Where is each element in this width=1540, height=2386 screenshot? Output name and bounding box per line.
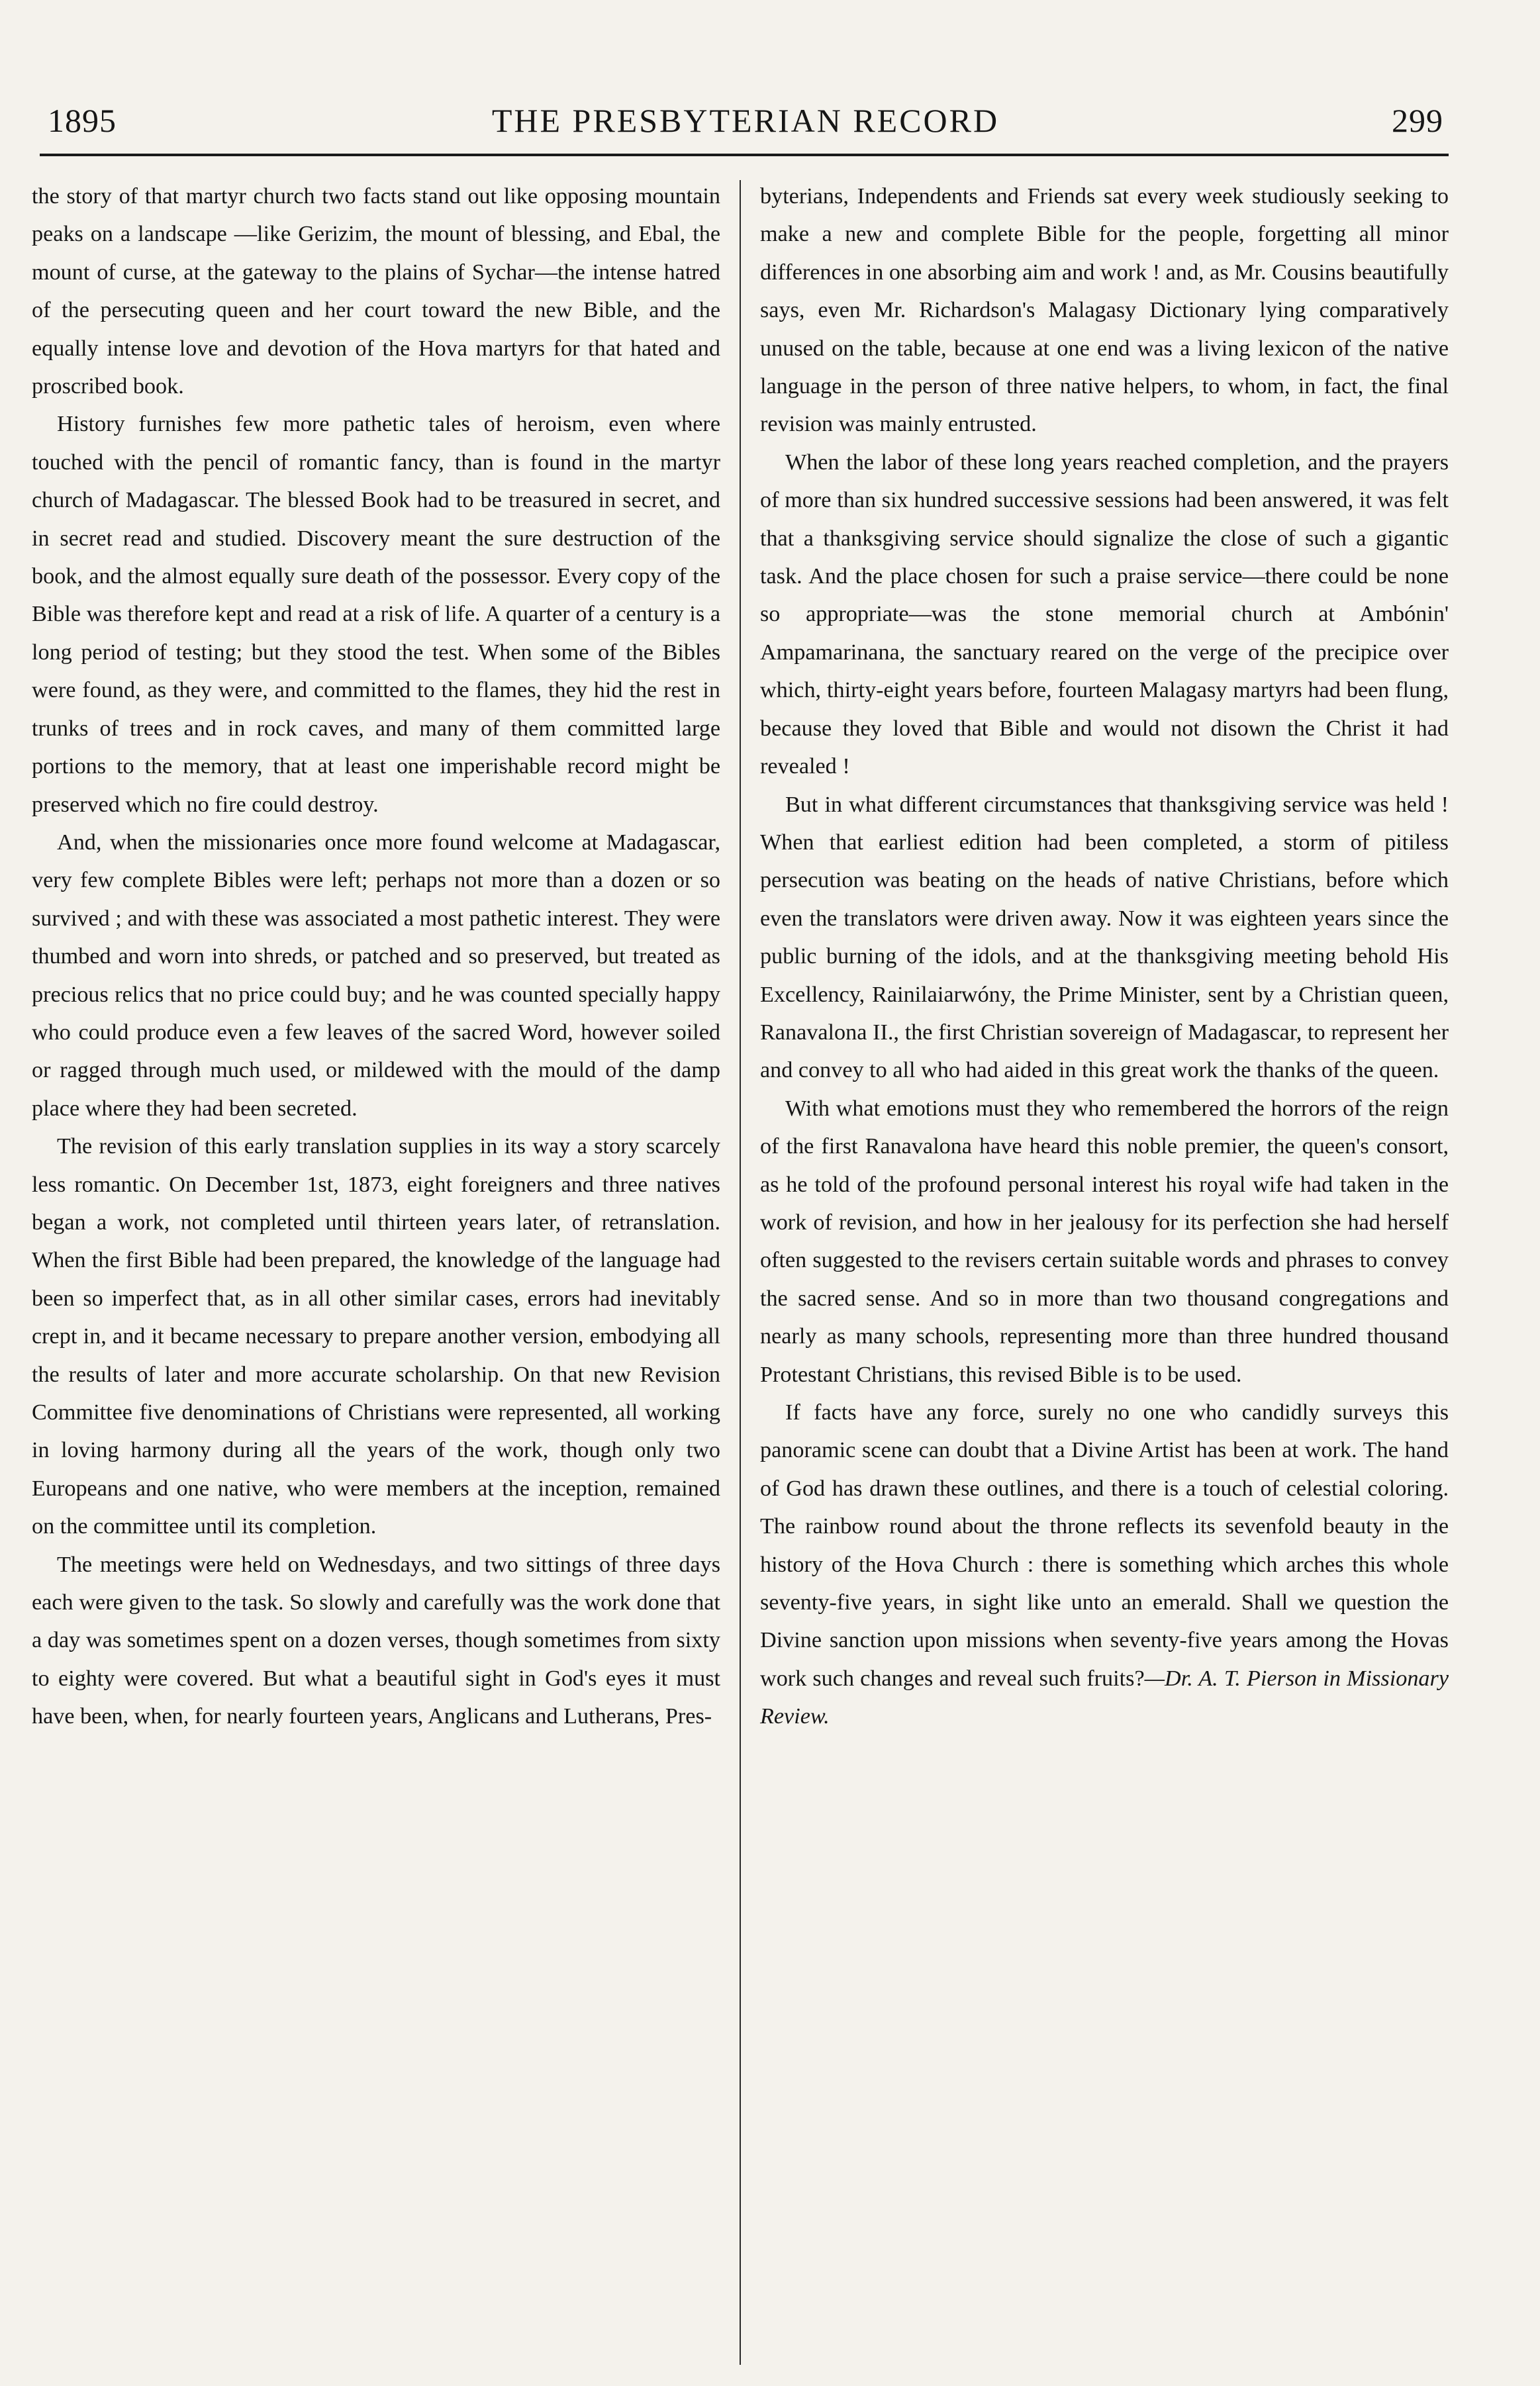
paragraph: With what emotions must they who remembered the horrors of the reign of the first Ranavalona have heard this noble premier, the queen's consort, as he told of the profound personal interest his royal wife had taken in the work of revision, and how in her jealousy for its perfection she had herself often suggested to the revisers certain suitable words and phrases to convey the sacred sense. And so in more than two thousand congregations and nearly as many schools, representing more than three hundred thousand Protestant Christians, this revised Bible is to be used. xyxy=(760,1096,1449,1387)
paragraph: byterians, Independents and Friends sat every week studiously seeking to make a new and complete Bible for the people, forgetting all minor differences in one absorbing aim and work ! and, as Mr. Cousins beautifully says, even Mr. Richardson's Malagasy Dictionary lying comparatively unused on the table, because at one end was a living lexicon of the native language in the person of three native helpers, to whom, in fact, the final revision was mainly entrusted. xyxy=(760,184,1449,437)
paragraph: When the labor of these long years reached completion, and the prayers of more than six hundred successive sessions had been answered, it was felt that a thanksgiving service should signalize the close of such a gigantic task. And the place chosen for such a praise service—there could be none so appropriate—was the stone memorial church at Ambónin' Ampamarinana, the sanctuary reared on the verge of the precipice over which, thirty-eight years before, fourteen Malagasy martyrs had been flung, because they loved that Bible and would not disown the Christ it had revealed ! xyxy=(760,450,1449,779)
paragraph: the story of that martyr church two facts stand out like opposing mountain peaks on a landscape —like Gerizim, the mount of blessing, and Ebal, the mount of curse, at the gateway to the plains of Sychar—the intense hatred of the persecuting queen and her court toward the new Bible, and the equally intense love and devotion of the Hova martyrs for that hated and proscribed book. xyxy=(32,184,720,399)
running-header xyxy=(48,94,1443,147)
paragraph: History furnishes few more pathetic tales of heroism, even where touched with the pencil of romantic fancy, than is found in the martyr church of Madagascar. The blessed Book had to be treasured in secret, and in secret read and studied. Discovery meant the sure destruction of the book, and the almost equally sure death of the possessor. Every copy of the Bible was therefore kept and read at a risk of life. A quarter of a century is a long period of testing; but they stood the test. When some of the Bibles were found, as they were, and committed to the flames, they hid the rest in trunks of trees and in rock caves, and many of them committed large portions to the memory, that at least one imperishable record might be preserved which no fire could destroy. xyxy=(32,412,720,817)
header-year: 1895 xyxy=(48,102,117,139)
column-divider xyxy=(740,180,741,2365)
page-number: 299 xyxy=(1392,102,1443,139)
left-column xyxy=(32,177,720,1736)
right-column xyxy=(760,177,1449,1736)
source-attribution: —Dr. A. T. Pierson in Missionary Review. xyxy=(760,1666,1449,1729)
paragraph: The revision of this early translation supplies in its way a story scarcely less romantic. On December 1st, 1873, eight foreigners and three natives began a work, not completed until thirteen years later, of retranslation. When the first Bible had been prepared, the knowledge of the language had been so imperfect that, as in all other similar cases, errors had inevitably crept in, and it became necessary to prepare another version, embodying all the results of later and more accurate scholarship. On that new Revision Committee five denominations of Christians were represented, all working in loving harmony during all the years of the work, though only two Europeans and one native, who were members at the inception, remained on the committee until its completion. xyxy=(32,1134,720,1539)
paragraph: But in what different circumstances that thanksgiving service was held ! When that earliest edition had been completed, a storm of pitiless persecution was beating on the heads of native Christians, before which even the translators were driven away. Now it was eighteen years since the public burning of the idols, and at the thanksgiving meeting behold His Excellency, Rainilaiarwóny, the Prime Minister, sent by a Christian queen, Ranavalona II., the first Christian sovereign of Madagascar, to represent her and convey to all who had aided in this great work the thanks of the queen. xyxy=(760,792,1449,1083)
paragraph xyxy=(760,1394,1449,1736)
paragraph-text: If facts have any force, surely no one who candidly surveys this panoramic scene can doubt that a Divine Artist has been at work. The hand of God has drawn these outlines, and there is a touch of celestial coloring. The rainbow round about the throne reflects its sevenfold beauty in the history of the Hova Church : there is something which arches this whole seventy-five years, in sight like unto an emerald. Shall we question the Divine sanction upon missions when seventy-five years among the Hovas work such changes and reveal such fruits? xyxy=(760,1400,1449,1691)
journal-title: THE PRESBYTERIAN RECORD xyxy=(491,102,1000,139)
paragraph: And, when the missionaries once more found welcome at Madagascar, very few complete Bibles were left; perhaps not more than a dozen or so survived ; and with these was associated a most pathetic interest. They were thumbed and worn into shreds, or patched and so preserved, but treated as precious relics that no price could buy; and he was counted specially happy who could produce even a few leaves of the sacred Word, however soiled or ragged through much used, or mildewed with the mould of the damp place where they had been secreted. xyxy=(32,830,720,1121)
header-rule xyxy=(40,154,1449,156)
paragraph: The meetings were held on Wednesdays, and two sittings of three days each were given to the task. So slowly and carefully was the work done that a day was sometimes spent on a dozen verses, though sometimes from sixty to eighty were covered. But what a beautiful sight in God's eyes it must have been, when, for nearly fourteen years, Anglicans and Lutherans, Pres- xyxy=(32,1552,720,1729)
